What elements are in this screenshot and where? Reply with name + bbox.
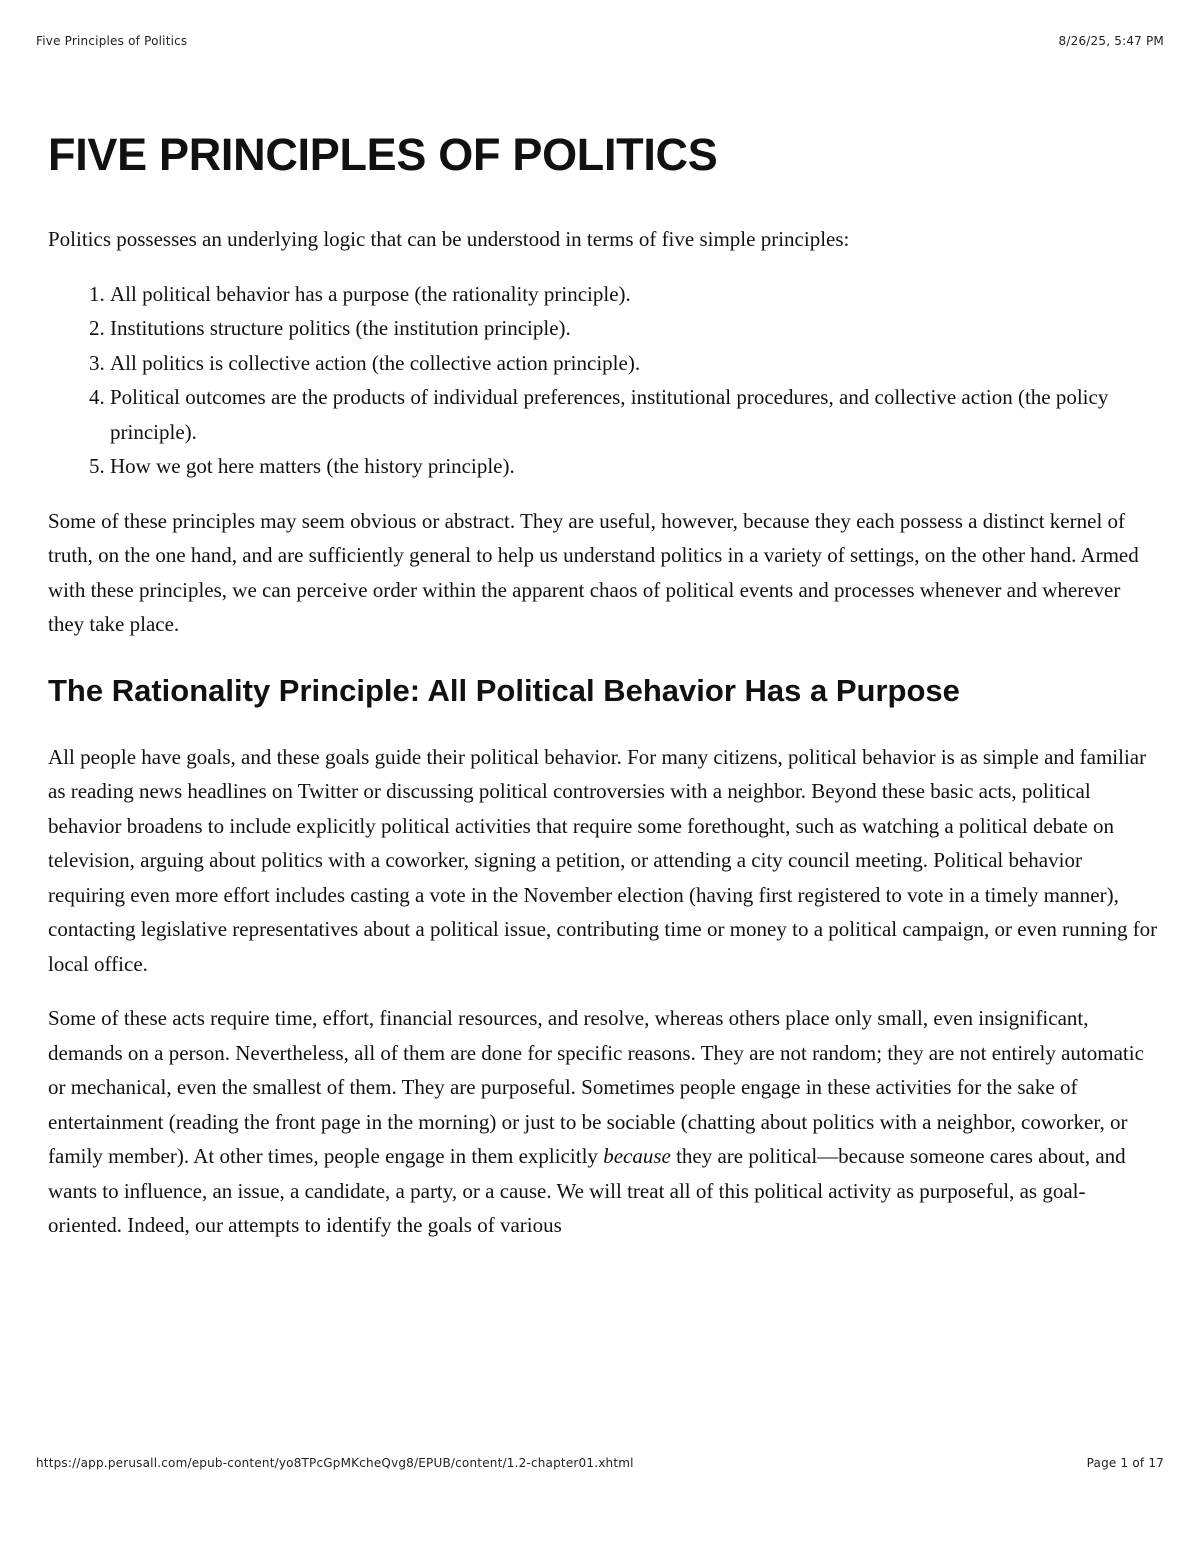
intro-paragraph: Politics possesses an underlying logic that can be understood in terms of five simple principles:	[48, 227, 850, 251]
section-heading: The Rationality Principle: All Political Behavior Has a Purpose	[48, 672, 960, 708]
emphasis-text: because	[603, 1144, 671, 1168]
print-footer	[36, 1456, 1164, 1470]
print-header	[36, 34, 1164, 48]
section-paragraph-1: All people have goals, and these goals guide their political behavior. For many citizens, political behavior is as simple and familiar as reading news headlines on Twitter or discussing political controversies with a neighbor. Beyond these basic acts, political behavior broadens to include explicitly political activities that require some forethought, such as watching a political debate on television, arguing about politics with a coworker, signing a petition, or attending a city council meeting. Political behavior requiring even more effort includes casting a vote in the November election (having first registered to vote in a timely manner), contacting legislative representatives about a political issue, contributing time or money to a political campaign, or even running for local office.	[48, 744, 1158, 976]
section-paragraph-2	[48, 1001, 1158, 1243]
document-content	[48, 128, 1158, 1263]
page-title: FIVE PRINCIPLES OF POLITICS	[48, 129, 718, 180]
principles-list	[48, 277, 1158, 484]
list-item: 3. All politics is collective action (the collective action principle).	[110, 346, 1158, 381]
source-url: https://app.perusall.com/epub-content/yo8TPcGpMKcheQvg8/EPUB/content/1.2-chapter01.xhtml	[36, 1456, 634, 1470]
paragraph-text: Some of these acts require time, effort, financial resources, and resolve, whereas others place only small, even insignificant, demands on a person. Nevertheless, all of them are done for specific reasons. They are not random; they are not entirely automatic or mechanical, even the smallest of them. They are purposeful. Sometimes people engage in these activities for the sake of entertainment (reading the front page in the morning) or just to be sociable (chatting about politics with a neighbor, coworker, or family member). At other times, people engage in them explicitly	[48, 1006, 1144, 1168]
paragraph-text: they are political—because someone cares about, and wants to influence, an issue, a candidate, a party, or a cause. We will treat all of this political activity as purposeful, as goal-oriented. Indeed, our attempts to identify the goals of various	[48, 1144, 1126, 1237]
list-item: 5. How we got here matters (the history principle).	[110, 449, 1158, 484]
list-item: 2. Institutions structure politics (the institution principle).	[110, 311, 1158, 346]
list-item: 4. Political outcomes are the products of individual preferences, institutional procedures, and collective action (the policy principle).	[110, 380, 1158, 449]
print-header-title: Five Principles of Politics	[36, 34, 188, 48]
list-item: 1. All political behavior has a purpose (the rationality principle).	[110, 277, 1158, 312]
page-number: Page 1 of 17	[1086, 1456, 1164, 1470]
summary-paragraph: Some of these principles may seem obvious or abstract. They are useful, however, because they each possess a distinct kernel of truth, on the one hand, and are sufficiently general to help us understand politics in a variety of settings, on the other hand. Armed with these principles, we can perceive order within the apparent chaos of political events and processes whenever and wherever they take place.	[48, 508, 1139, 636]
print-header-timestamp: 8/26/25, 5:47 PM	[1058, 34, 1164, 48]
